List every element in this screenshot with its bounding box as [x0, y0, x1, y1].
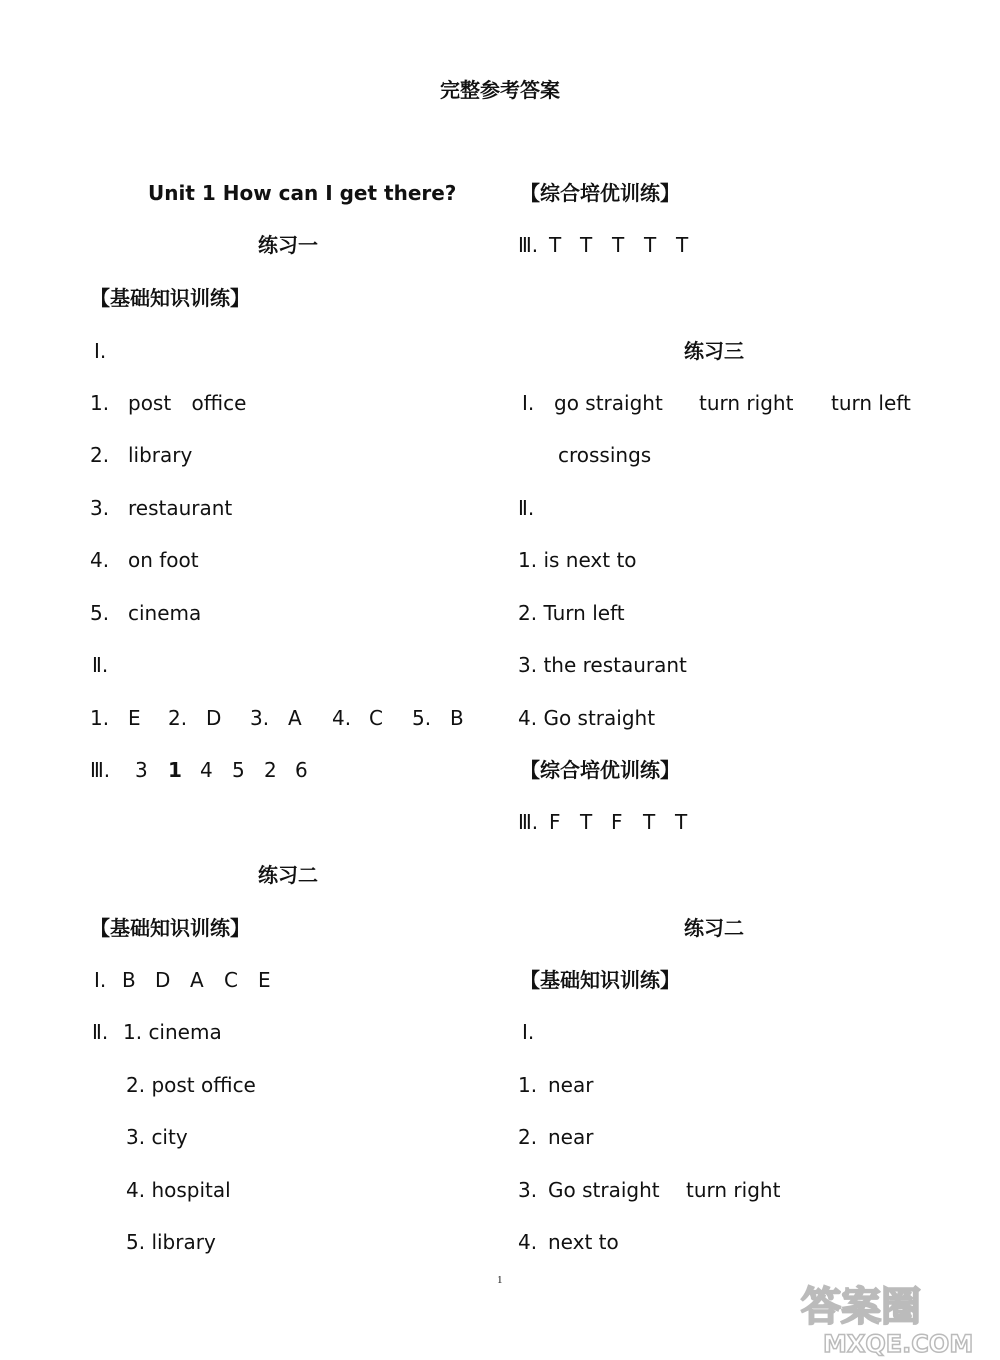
section-2-label: Ⅱ.	[92, 1020, 109, 1044]
list-item: library	[128, 443, 193, 467]
unit-title: Unit 1 How can I get there?	[148, 181, 457, 205]
list-item: on foot	[128, 548, 199, 572]
answer-value: 1	[168, 758, 182, 782]
answer-value: T	[676, 233, 689, 257]
answer-value: C	[224, 968, 238, 992]
section-3-label: Ⅲ.	[518, 810, 539, 834]
exercise-1-heading: 练习一	[258, 233, 318, 257]
answer-value: T	[643, 810, 656, 834]
section-1-label: Ⅰ.	[94, 968, 107, 992]
answer-value: A	[288, 706, 302, 730]
answer-value: T	[675, 810, 688, 834]
answer-value: B	[450, 706, 464, 730]
section-1-label: Ⅰ.	[522, 1020, 535, 1044]
answer-value: D	[206, 706, 222, 730]
list-item: 1. is next to	[518, 548, 637, 572]
list-item-number: 5.	[90, 601, 110, 625]
answer-value: D	[155, 968, 171, 992]
list-item: cinema	[128, 601, 202, 625]
section-1-label: Ⅰ.	[522, 391, 535, 415]
list-item: near	[548, 1125, 594, 1149]
list-item: post office	[128, 391, 247, 415]
answer-number: 5.	[412, 706, 432, 730]
answer-number: 3.	[250, 706, 270, 730]
list-item-number: 3.	[90, 496, 110, 520]
exercise-4-heading: 练习二	[684, 916, 744, 940]
answer-value: A	[190, 968, 204, 992]
list-item-number: 1.	[90, 391, 110, 415]
list-item-number: 4.	[90, 548, 110, 572]
list-item: Go straight	[548, 1178, 660, 1202]
list-item-number: 4.	[518, 1230, 538, 1254]
watermark-logo-mark: 答案圈	[801, 1284, 921, 1330]
list-item: 5. library	[126, 1230, 216, 1254]
answer-value: T	[612, 233, 625, 257]
list-item-number: 1.	[518, 1073, 538, 1097]
list-item: turn right	[686, 1178, 781, 1202]
exercise-3-heading: 练习三	[684, 339, 744, 363]
answer-value: F	[549, 810, 561, 834]
answer-value: 2	[264, 758, 277, 782]
watermark-logo	[795, 1272, 995, 1357]
section-3-label: Ⅲ.	[518, 233, 539, 257]
answer-value: crossings	[558, 443, 652, 467]
answer-number: 4.	[332, 706, 352, 730]
basic-training-heading: 【基础知识训练】	[520, 968, 680, 992]
list-item: 3. city	[126, 1125, 188, 1149]
list-item: restaurant	[128, 496, 233, 520]
list-item-number: 2.	[518, 1125, 538, 1149]
answer-value: E	[128, 706, 141, 730]
list-item: 2. post office	[126, 1073, 256, 1097]
answer-value: T	[549, 233, 562, 257]
page-number: 1	[497, 1274, 503, 1286]
section-3-label: Ⅲ.	[90, 758, 111, 782]
exercise-2-heading: 练习二	[258, 863, 318, 887]
answer-value: 3	[135, 758, 148, 782]
list-item: 3. the restaurant	[518, 653, 687, 677]
list-item: next to	[548, 1230, 619, 1254]
answer-value: 6	[295, 758, 308, 782]
answer-number: 2.	[168, 706, 188, 730]
answer-value: go straight	[554, 391, 663, 415]
list-item: 4. hospital	[126, 1178, 231, 1202]
section-2-label: Ⅱ.	[518, 496, 535, 520]
list-item: 1. cinema	[123, 1020, 222, 1044]
list-item: 2. Turn left	[518, 601, 625, 625]
answer-value: C	[369, 706, 383, 730]
advanced-training-heading: 【综合培优训练】	[520, 181, 680, 205]
list-item-number: 2.	[90, 443, 110, 467]
list-item: 4. Go straight	[518, 706, 656, 730]
section-2-label: Ⅱ.	[92, 653, 109, 677]
advanced-training-heading: 【综合培优训练】	[520, 758, 680, 782]
answer-value: 4	[200, 758, 213, 782]
basic-training-heading: 【基础知识训练】	[90, 286, 250, 310]
list-item: near	[548, 1073, 594, 1097]
answer-value: T	[580, 233, 593, 257]
answer-value: B	[122, 968, 136, 992]
answer-value: E	[258, 968, 271, 992]
answer-value: F	[611, 810, 623, 834]
answer-number: 1.	[90, 706, 110, 730]
page-title: 完整参考答案	[440, 78, 560, 102]
answer-value: T	[644, 233, 657, 257]
answer-value: turn left	[831, 391, 911, 415]
answer-value: 5	[232, 758, 245, 782]
answer-value: T	[580, 810, 593, 834]
list-item-number: 3.	[518, 1178, 538, 1202]
watermark-logo-url: MXQE.COM	[823, 1330, 974, 1357]
section-1-label: Ⅰ.	[94, 339, 107, 363]
answer-value: turn right	[699, 391, 794, 415]
basic-training-heading: 【基础知识训练】	[90, 916, 250, 940]
